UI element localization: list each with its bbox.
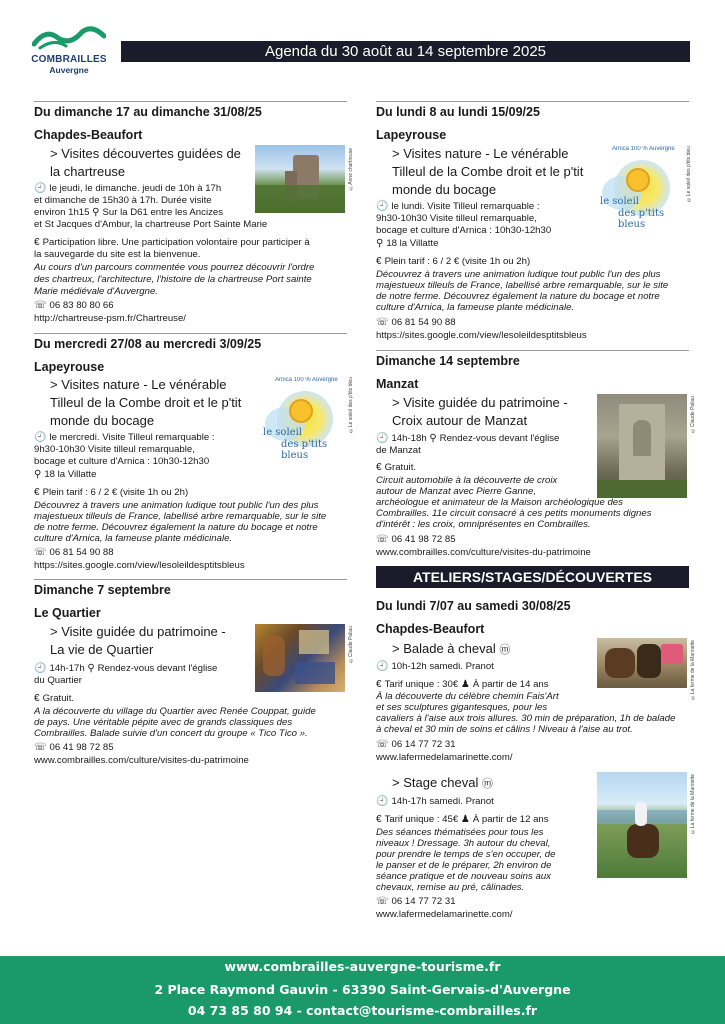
clock-icon: 🕘 xyxy=(376,201,389,212)
stone-cross-photo xyxy=(597,394,687,498)
photo-credit: ©Claude Paliau xyxy=(690,396,696,434)
event-website-link[interactable]: www.combrailles.com/culture/visites-du-patrimoine xyxy=(376,547,591,558)
section-date-header: Dimanche 7 septembre xyxy=(34,579,347,597)
activity-description-line: pour prendre le temps de s'en occuper, de xyxy=(376,849,556,860)
event-schedule: 🕘 le mercredi. Visite Tilleul remarquable : xyxy=(34,432,215,443)
photo-credit: ©Le soleil des p'tits bleu xyxy=(686,146,692,203)
location-pin-icon: ⚲ xyxy=(92,207,100,218)
event-description-line: d'intérêt : les croix, omniprésentes en Combrailles. xyxy=(376,519,591,530)
footer-website-link[interactable]: www.combrailles-auvergne-tourisme.fr xyxy=(224,959,501,974)
event-price: € Gratuit. xyxy=(376,462,417,473)
clock-icon: 🕘 xyxy=(376,796,389,807)
activity-description-line: le panser et de le préparer, 2h environ de xyxy=(376,860,552,871)
photo-credit: ©Anne chartreuse xyxy=(348,148,354,191)
event-website-link[interactable]: https://sites.google.com/view/lesoleildesptitsbleus xyxy=(34,560,245,571)
clock-icon: 🕘 xyxy=(376,661,389,672)
footer-contact: 04 73 85 80 94 - contact@tourisme-combrailles.fr xyxy=(187,1003,538,1018)
logo-mountain-icon xyxy=(32,26,106,52)
person-icon: ♟ xyxy=(460,814,470,825)
activity-description-line: Des séances thématisées pour tous les xyxy=(376,827,544,838)
event-description-line: Marie médiévale d'Auvergne. xyxy=(34,286,158,297)
place-name: Le Quartier xyxy=(34,606,101,620)
phone-icon: ☏ xyxy=(34,300,47,311)
photo-credit: ©Claude Paliau xyxy=(348,626,354,664)
event-title-line: Tilleul de la Combe droit et le p'tit xyxy=(50,395,242,410)
person-icon: ♟ xyxy=(460,679,470,690)
footer xyxy=(0,956,725,1024)
family-icon: ⓜ xyxy=(482,778,493,790)
event-description-line: de notre ferme. Découvrez également la nature du bocage et notre xyxy=(376,291,660,302)
event-title-line: monde du bocage xyxy=(392,182,497,197)
activity-price: € Tarif unique : 45€ ♟ À partir de 12 ans xyxy=(376,814,549,825)
event-website-link[interactable]: http://chartreuse-psm.fr/Chartreuse/ xyxy=(34,313,186,324)
event-phone: ☏ 06 81 54 90 88 xyxy=(376,317,456,328)
section-date-header: Du lundi 8 au lundi 15/09/25 xyxy=(376,101,689,119)
euro-icon: € xyxy=(376,462,382,473)
section-date-header: Du mercredi 27/08 au mercredi 3/09/25 xyxy=(34,333,347,351)
phone-icon: ☏ xyxy=(376,739,389,750)
logo-brand: COMBRAILLES xyxy=(31,54,107,65)
family-icon: ⓜ xyxy=(499,644,511,656)
event-description-line: Au cours d'un parcours commentée vous pourrez découvrir l'ordre xyxy=(34,262,315,273)
euro-icon: € xyxy=(376,679,382,690)
event-price: € Plein tarif : 6 / 2 € (visite 1h ou 2h) xyxy=(34,487,189,498)
place-name: Chapdes-Beaufort xyxy=(34,128,143,142)
event-title-line: > Visite guidée du patrimoine - xyxy=(50,624,226,639)
logo-bot-text: des p'tits bleus xyxy=(618,208,665,228)
phone-icon: ☏ xyxy=(34,547,47,558)
chartreuse-photo xyxy=(255,145,345,213)
event-description-line: autour de Manzat avec Pierre Ganne, xyxy=(376,486,536,497)
event-website-link[interactable]: www.combrailles.com/culture/visites-du-patrimoine xyxy=(34,755,249,766)
activity-phone: ☏ 06 14 77 72 31 xyxy=(376,896,456,907)
event-description-line: culture d'Arnica, la fameuse plante médicinale. xyxy=(34,533,233,544)
event-phone: ☏ 06 41 98 72 85 xyxy=(34,742,114,753)
place-name: Lapeyrouse xyxy=(34,360,105,374)
section-date-header: Dimanche 14 septembre xyxy=(376,350,689,368)
event-phone: ☏ 06 81 54 90 88 xyxy=(34,547,114,558)
section-date-header: Du dimanche 17 au dimanche 31/08/25 xyxy=(34,101,347,119)
location-pin-icon: ⚲ xyxy=(376,238,384,249)
activity-title: > Stage cheval ⓜ xyxy=(392,775,493,790)
event-title-line: > Visites découvertes guidées de xyxy=(50,146,241,161)
page-title-banner: Agenda du 30 août au 14 septembre 2025 xyxy=(121,41,690,62)
event-phone: ☏ 06 83 80 80 66 xyxy=(34,300,114,311)
activity-description-line: séance pratique et de nouveau soins aux xyxy=(376,871,551,882)
activity-description-line: chevaux, remise au pré, câlinades. xyxy=(376,882,525,893)
event-title-line: > Visites nature - Le vénérable xyxy=(50,377,227,392)
event-location-line: de Manzat xyxy=(376,445,421,456)
euro-icon: € xyxy=(376,256,382,267)
event-price: € Gratuit. xyxy=(34,693,75,704)
euro-icon: € xyxy=(376,814,382,825)
event-description-line: majestueux tilleuls de France, labellisé arbre remarquable, sur le site xyxy=(34,511,327,522)
horse-stage-photo xyxy=(597,772,687,878)
event-price: € Participation libre. Une participation volontaire pour participer à xyxy=(34,237,310,248)
place-name: Chapdes-Beaufort xyxy=(376,622,485,636)
footer-address: 2 Place Raymond Gauvin - 63390 Saint-Gervais-d'Auvergne xyxy=(154,982,571,997)
phone-icon: ☏ xyxy=(376,317,389,328)
event-description-line: des chartreux, l'architecture, l'histoire de la chartreuse Port sainte xyxy=(34,274,312,285)
activity-description-line: et ses sculptures gigantesques, pour les xyxy=(376,702,548,713)
location-pin-icon: ⚲ xyxy=(429,433,437,444)
event-description-line: Combrailles. 11e circuit consacré à ces petits monuments dignes xyxy=(376,508,652,519)
event-title-line: La vie de Quartier xyxy=(50,642,154,657)
soleil-ptits-bleus-logo xyxy=(259,377,347,459)
phone-icon: ☏ xyxy=(376,534,389,545)
activity-website-link[interactable]: www.lafermedelamarinette.com/ xyxy=(376,909,513,920)
location-pin-icon: ⚲ xyxy=(34,469,42,480)
euro-icon: € xyxy=(34,237,40,248)
event-location-line: du Quartier xyxy=(34,675,82,686)
event-description-line: Découvrez à travers une animation ludique tout public l'un des plus xyxy=(34,500,319,511)
section-date-header: Du lundi 7/07 au samedi 30/08/25 xyxy=(376,599,571,613)
combrailles-logo xyxy=(28,26,110,75)
activity-schedule: 🕘 14h-17h samedi. Pranot xyxy=(376,796,494,807)
event-price-line: la sauvegarde du site est la bienvenue. xyxy=(34,249,201,260)
logo-top-text: Arnica 100 % Auvergne xyxy=(612,146,675,152)
activity-description-line: À la découverte du célèbre chemin Fais'Art xyxy=(376,691,559,702)
activity-phone: ☏ 06 14 77 72 31 xyxy=(376,739,456,750)
event-schedule-line: 9h30-10h30 Visite tilleul remarquable, xyxy=(34,444,195,455)
ateliers-section-band: ATELIERS/STAGES/DÉCOUVERTES xyxy=(376,566,689,588)
event-description-line: de notre ferme. Découvrez également la nature du bocage et notre xyxy=(34,522,318,533)
euro-icon: € xyxy=(34,487,40,498)
event-schedule: 🕘 le jeudi, le dimanche. jeudi de 10h à 17h xyxy=(34,183,222,194)
event-title-line: > Visites nature - Le vénérable xyxy=(392,146,569,161)
location-pin-icon: ⚲ xyxy=(87,663,95,674)
activity-price: € Tarif unique : 30€ ♟ À partir de 14 ans xyxy=(376,679,549,690)
event-description-line: de pays. Une véritable pépite avec de grands classiques des xyxy=(34,717,293,728)
activity-title: > Balade à cheval ⓜ xyxy=(392,641,511,656)
activity-description-line: niveaux ! Dressage. 3h autour du cheval, xyxy=(376,838,551,849)
event-location-line: et St Jacques d'Ambur, la chartreuse Port Sainte Marie xyxy=(34,219,268,230)
event-schedule-line: 9h30-10h30 Visite tilleul remarquable, xyxy=(376,213,537,224)
photo-credit: ©Le soleil des p'tits bleu xyxy=(348,377,354,434)
event-title-line: Croix autour de Manzat xyxy=(392,413,528,428)
event-description-line: archéologue et animateur de la Maison archéologique des xyxy=(376,497,623,508)
event-description-line: Combrailles. Balade suivie d'un concert du groupe « Tico Tico ». xyxy=(34,728,308,739)
event-description-line: Circuit automobile à la découverte de croix xyxy=(376,475,558,486)
event-schedule-line: bocage et culture d'Arnica : 10h30-12h30 xyxy=(34,456,210,467)
event-schedule: 🕘 14h-18h ⚲ Rendez-vous devant l'église xyxy=(376,433,560,444)
activity-schedule: 🕘 10h-12h samedi. Pranot xyxy=(376,661,494,672)
clock-icon: 🕘 xyxy=(34,432,47,443)
logo-mid-text: le soleil xyxy=(263,427,302,438)
event-schedule: 🕘 le lundi. Visite Tilleul remarquable : xyxy=(376,201,540,212)
event-phone: ☏ 06 41 98 72 85 xyxy=(376,534,456,545)
logo-sub: Auvergne xyxy=(49,65,89,75)
event-title-line: Tilleul de la Combe droit et le p'tit xyxy=(392,164,584,179)
event-title-line: > Visite guidée du patrimoine - xyxy=(392,395,568,410)
horse-ride-photo xyxy=(597,638,687,688)
place-name: Lapeyrouse xyxy=(376,128,447,142)
event-location: ⚲ 18 la Villatte xyxy=(376,238,439,249)
event-website-link[interactable]: https://sites.google.com/view/lesoleildesptitsbleus xyxy=(376,330,587,341)
photo-credit: ©La ferme de la Marinette xyxy=(690,774,696,835)
event-description-line: culture d'Arnica, la fameuse plante médicinale. xyxy=(376,302,575,313)
event-description-line: A la découverte du village du Quartier avec Renée Couppat, guide xyxy=(34,706,316,717)
event-schedule: 🕘 14h-17h ⚲ Rendez-vous devant l'église xyxy=(34,663,218,674)
soleil-ptits-bleus-logo xyxy=(596,146,684,228)
clock-icon: 🕘 xyxy=(376,433,389,444)
event-location: environ 1h15 ⚲ Sur la D61 entre les Ancizes xyxy=(34,207,224,218)
event-price: € Plein tarif : 6 / 2 € (visite 1h ou 2h) xyxy=(376,256,531,267)
event-location: ⚲ 18 la Villatte xyxy=(34,469,97,480)
event-description-line: majestueux tilleuls de France, labellisé arbre remarquable, sur le site xyxy=(376,280,669,291)
photo-credit: ©La ferme de la Marinette xyxy=(690,640,696,701)
activity-website-link[interactable]: www.lafermedelamarinette.com/ xyxy=(376,752,513,763)
logo-top-text: Arnica 100 % Auvergne xyxy=(275,377,338,383)
activity-description-line: à cheval et 30 min de soins et câlins ! Niveau à l'aise au trot. xyxy=(376,724,633,735)
place-name: Manzat xyxy=(376,377,419,391)
clock-icon: 🕘 xyxy=(34,663,47,674)
event-schedule-line: et dimanche de 15h30 à 17h. Durée visite xyxy=(34,195,212,206)
euro-icon: € xyxy=(34,693,40,704)
event-title-line: la chartreuse xyxy=(50,164,126,179)
event-description-line: Découvrez à travers une animation ludique tout public l'un des plus xyxy=(376,269,661,280)
quartier-painting-photo xyxy=(255,624,345,692)
logo-mid-text: le soleil xyxy=(600,196,639,207)
phone-icon: ☏ xyxy=(376,896,389,907)
event-title-line: monde du bocage xyxy=(50,413,155,428)
event-schedule-line: bocage et culture d'Arnica : 10h30-12h30 xyxy=(376,225,552,236)
logo-bot-text: des p'tits bleus xyxy=(281,439,328,459)
phone-icon: ☏ xyxy=(34,742,47,753)
clock-icon: 🕘 xyxy=(34,183,47,194)
activity-description-line: cavaliers à l'aise aux trois allures. 30 min de préparation, 1h de balade xyxy=(376,713,676,724)
